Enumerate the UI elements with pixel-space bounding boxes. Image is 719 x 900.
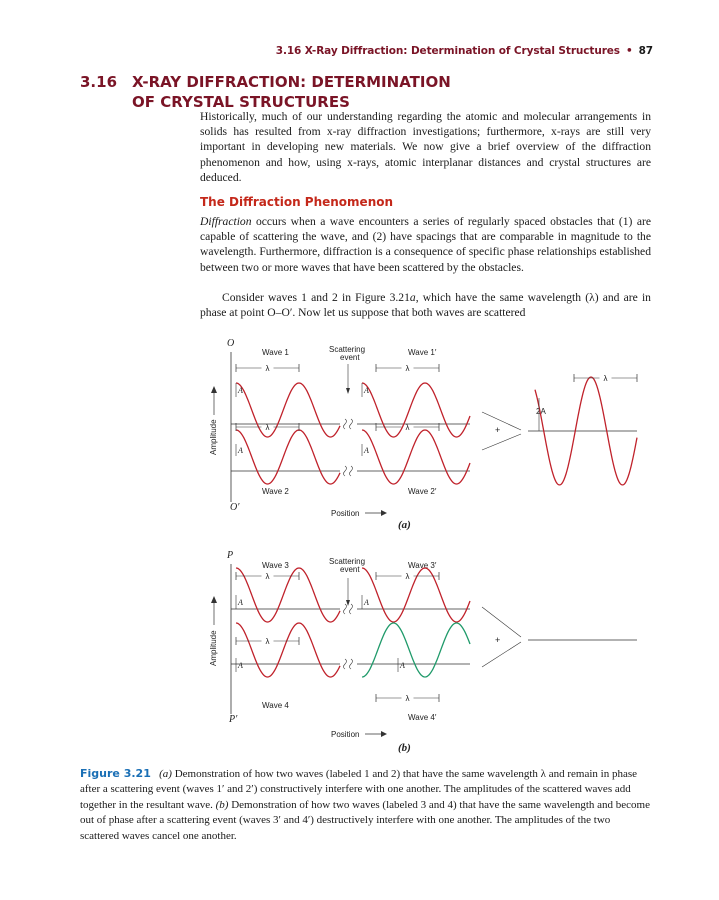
paragraph-diffraction-text: occurs when a wave encounters a series of regularly spaced obstacles that (1) are capable of scattering the wave, and (2) have spacings that are comparable in magnitude to the wavelength. Furthermore, diffraction is a consequence of specific phase relationships established between two or more waves that have been scattered by the obstacles. [200, 215, 651, 274]
paragraph-intro: Historically, much of our understanding regarding the atomic and molecular arrangements in solids has resulted from x-ray diffraction investigations; furthermore, x-rays are still very important in developing new materials. We now give a brief overview of the diffraction phenomenon and how, using x-rays, atomic interplanar distances and crystal structures are deduced. [200, 110, 651, 184]
plus-sign-b: + [495, 635, 501, 645]
running-head-title: 3.16 X-Ray Diffraction: Determination of Crystal Structures [275, 45, 620, 57]
subheading: The Diffraction Phenomenon [200, 195, 394, 209]
break-a2 [344, 466, 353, 476]
wave4p [362, 623, 470, 677]
break-a1 [344, 419, 353, 429]
wave2p-label: Wave 2′ [408, 487, 437, 496]
amp-wave2-label: A [238, 446, 243, 455]
paragraph-diffraction [200, 214, 651, 275]
amp-2a-label: 2A [536, 407, 546, 416]
scatter-arrowhead-b [346, 600, 350, 606]
section-number: 3.16 [80, 73, 118, 91]
page-number: 87 [638, 45, 653, 57]
point-o-label: O [227, 338, 235, 349]
wave2p [362, 430, 470, 484]
lambda-resultant-symbol: λ [603, 374, 608, 383]
caption-b-text: Demonstration of how two waves (labeled 3 and 4) that have the same wavelength and become out of phase after a scattering event (waves 3′ and 4′) destructively interfere with one another. The amplitudes of the two scattered waves cancel one another. [80, 798, 650, 842]
scattering-label-a2: event [340, 353, 360, 362]
amplitude-axis-label-b: Amplitude [209, 630, 218, 666]
wave3-label: Wave 3 [262, 561, 289, 570]
wave3p-label: Wave 3′ [408, 561, 437, 570]
point-p-label: P [227, 550, 234, 561]
caption-b-label: (b) [215, 798, 229, 811]
amplitude-axis-label-a: Amplitude [209, 419, 218, 455]
diffraction-term: Diffraction [200, 215, 252, 228]
lambda-wave1p-symbol: λ [405, 364, 410, 373]
running-head-bullet: • [625, 45, 633, 57]
scatter-arrowhead-a [346, 388, 350, 394]
figure-caption [80, 766, 652, 844]
caption-label: Figure 3.21 [80, 767, 151, 780]
caption-a-label: (a) [159, 768, 172, 780]
pos-arrowhead-a [381, 510, 387, 516]
scattering-label-b1: Scattering [329, 557, 366, 566]
amp-wave3p-label: A [364, 598, 369, 607]
point-o-prime-label: O′ [230, 502, 240, 513]
panel-a-label: (a) [398, 519, 411, 531]
converge-b2 [482, 642, 521, 667]
plus-sign-a: + [495, 425, 501, 435]
wave1 [236, 383, 340, 437]
amp-wave1p-label: A [364, 386, 369, 395]
figure-3-21 [0, 330, 719, 760]
amp-arrowhead-a [211, 386, 217, 393]
lambda-wave3p-symbol: λ [405, 572, 410, 581]
caption-a-text: Demonstration of how two waves (labeled 1 and 2) that have the same wavelength λ and remain in phase after a scattering event (waves 1′ and 2′) constructively interfere with one another. The amplitudes of the scattered waves add together in the resultant wave. [80, 768, 637, 811]
position-label-b: Position [331, 730, 360, 739]
scattering-label-b2: event [340, 565, 360, 574]
wave1p-label: Wave 1′ [408, 348, 437, 357]
wave4-label: Wave 4 [262, 701, 289, 710]
converge-a1 [482, 412, 521, 430]
section-title-line1: X-RAY DIFFRACTION: DETERMINATION [132, 73, 451, 91]
amp-wave4-label: A [238, 661, 243, 670]
lambda-wave4p-symbol: λ [405, 694, 410, 703]
amp-arrowhead-b [211, 596, 217, 603]
lambda-wave1-symbol: λ [265, 364, 270, 373]
wave1-label: Wave 1 [262, 348, 289, 357]
amp-wave2p-label: A [364, 446, 369, 455]
pos-arrowhead-b [381, 731, 387, 737]
position-label-a: Position [331, 509, 360, 518]
paragraph-consider-b: , which have the same wavelength (λ) and are in phase at point O–O′. Now let us suppose that both waves are scattered [200, 291, 651, 320]
lambda-wave3-symbol: λ [265, 572, 270, 581]
lambda-wave4-symbol: λ [265, 637, 270, 646]
wave1p [362, 383, 470, 437]
paragraph-consider-a: Consider waves 1 and 2 in Figure 3.21 [222, 291, 410, 304]
panel-b-label: (b) [398, 742, 411, 754]
section-title-line2: OF CRYSTAL STRUCTURES [132, 93, 350, 111]
converge-b1 [482, 607, 521, 637]
lambda-wave2-symbol: λ [265, 423, 270, 432]
amp-wave3-label: A [238, 598, 243, 607]
lambda-wave2p-symbol: λ [405, 423, 410, 432]
break-b2 [344, 659, 353, 669]
point-p-prime-label: P′ [229, 714, 238, 725]
running-head [276, 45, 653, 57]
paragraph-consider [200, 290, 651, 320]
scattering-label-a1: Scattering [329, 345, 366, 354]
wave2 [236, 430, 340, 484]
amp-wave1-label: A [238, 386, 243, 395]
wave4p-label: Wave 4′ [408, 713, 437, 722]
section-heading [80, 72, 451, 112]
converge-a2 [482, 434, 521, 450]
amp-wave4p-label: A [400, 661, 405, 670]
paragraph-consider-a-italic: a [409, 291, 416, 304]
wave4 [236, 623, 340, 677]
wave2-label: Wave 2 [262, 487, 289, 496]
